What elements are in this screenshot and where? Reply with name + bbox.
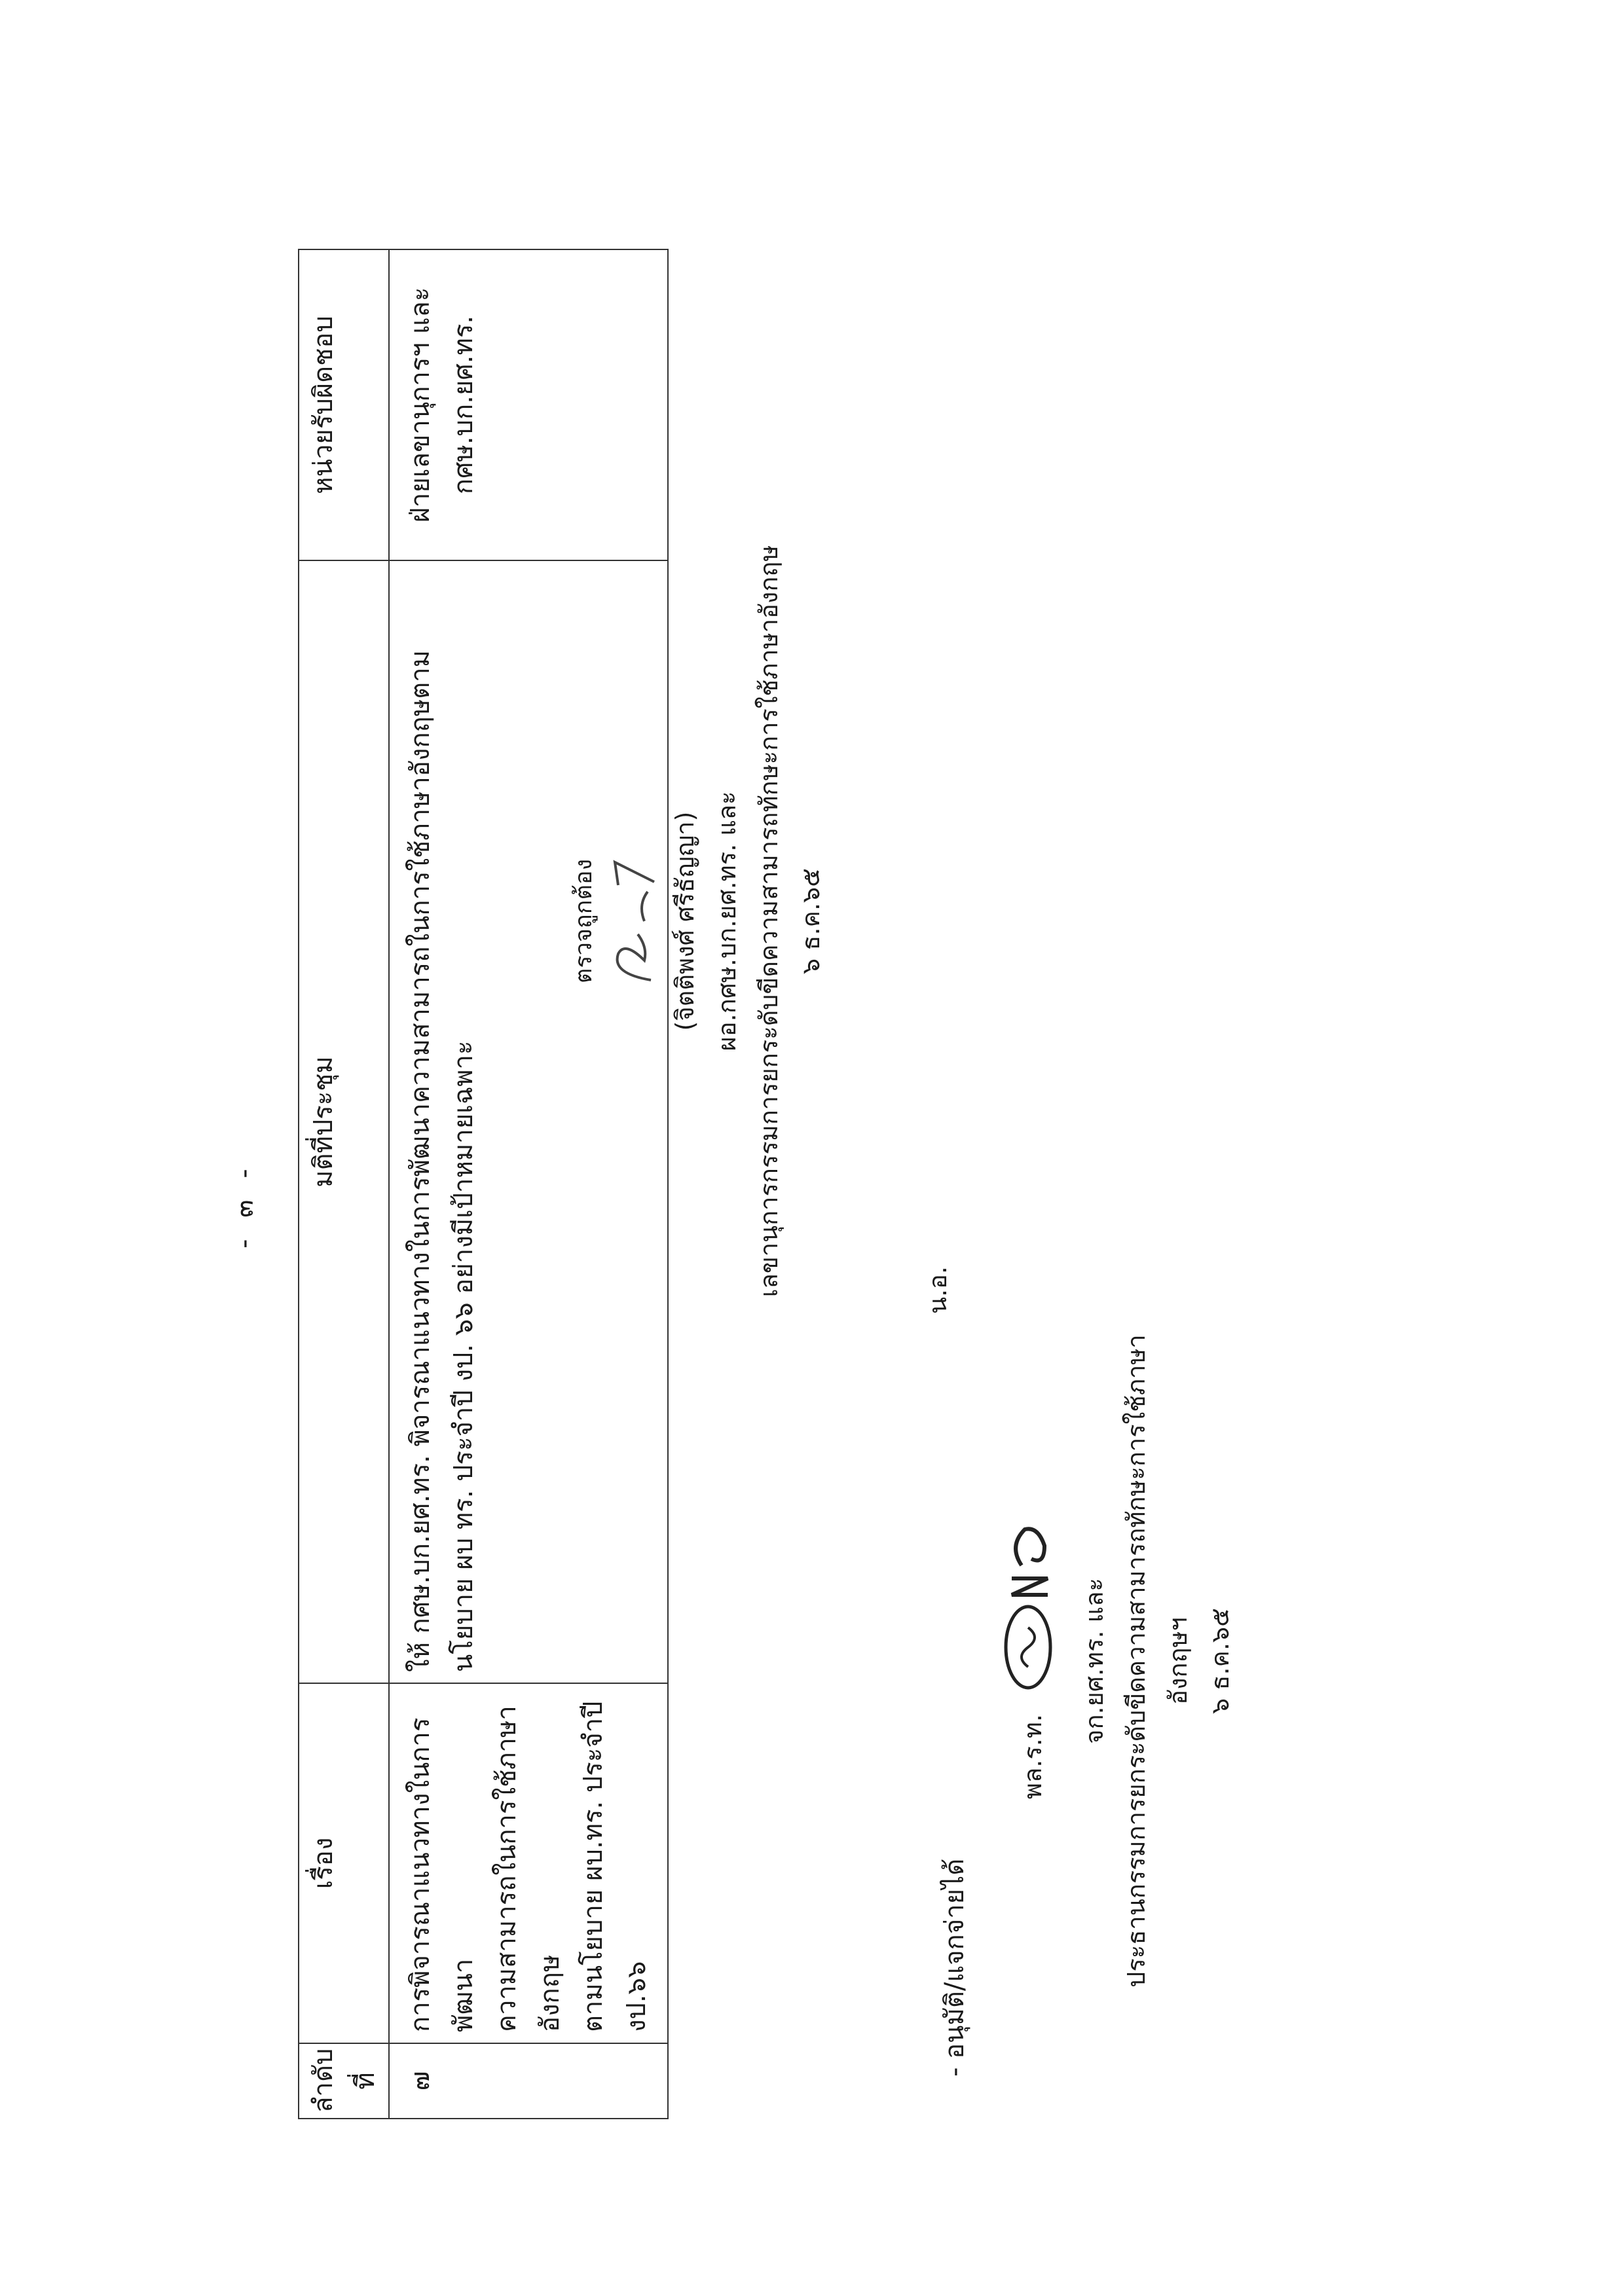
page-number: - ๓ - <box>229 1162 259 1248</box>
table-header-row <box>299 249 389 2119</box>
resolution-line: ให้ กศษ.บก.ยศ.ทร. พิจารณาแนวทางในการพัฒนาความสามารถในการใช้ภาษาอังกฤษตาม <box>405 649 435 1672</box>
subject-line: ตามนโยบาย ผบ.ทร. ประจำปี งป.๖๖ <box>578 1701 652 2032</box>
date-day: ๖ <box>1206 1698 1234 1714</box>
responsible-line: กศษ.บก.ยศ.ทร. <box>449 315 479 495</box>
secretary-signature-row <box>605 430 664 1412</box>
signatory-date-line <box>1199 1301 1241 2021</box>
row-subject <box>389 1683 668 2043</box>
signatory-rank: พล.ร.ท. <box>1018 1714 1047 1800</box>
subject-line: การพิจารณาแนวทางในการพัฒนา <box>405 1717 479 2032</box>
secretary-position-line: เลขานุการกรรมการยกระดับขีดความสามารถทักษะการใช้ภาษาอังกฤษ <box>754 545 783 1298</box>
header-subject: เรื่อง <box>299 1683 389 2043</box>
secretary-position-line: ผอ.กศษ.บก.ยศ.ทร. และ <box>712 791 741 1051</box>
header-no: ลำดับที่ <box>299 2043 389 2119</box>
header-responsible: หน่วยรับผิดชอบ <box>299 249 389 560</box>
row-no: ๗ <box>389 2043 668 2119</box>
resolution-line: นโยบาย ผบ ทร. ประจำปี งป. ๖๖ อย่างมีเป้าหมายเฉพาะ <box>449 1040 479 1672</box>
secretary-rank: น.อ. <box>923 1266 952 1314</box>
handwritten-signature <box>995 1523 1073 1693</box>
main-signatory-block <box>995 1301 1241 2021</box>
date-month-year: ธ.ค.๖๕ <box>796 868 825 951</box>
responsible-line: ฝ่ายเลขานุการฯ และ <box>405 287 435 523</box>
verified-note: ตรวจถูกต้อง <box>570 858 597 984</box>
date-month-year: ธ.ค.๖๕ <box>1206 1608 1234 1690</box>
date-day: ๖ <box>796 958 825 974</box>
signatory-position-line: จก.ยศ.ทร. และ <box>1080 1578 1109 1744</box>
secretary-signatory-block <box>563 430 952 1412</box>
approval-note: - อนุมัติ/แจกจ่ายได้ <box>940 1858 970 2077</box>
header-resolution: มติที่ประชุม <box>299 560 389 1683</box>
secretary-date-line <box>790 430 832 1412</box>
secretary-name: (จิตติพงศ์ ศรีธัญญา) <box>671 811 699 1031</box>
signatory-position-line: ประธานกรรมการยกระดับขีดความสามารถทักษะการใช้ภาษาอังกฤษฯ <box>1122 1334 1192 1988</box>
subject-line: ความสามารถในการใช้ภาษาอังกฤษ <box>492 1705 565 2032</box>
